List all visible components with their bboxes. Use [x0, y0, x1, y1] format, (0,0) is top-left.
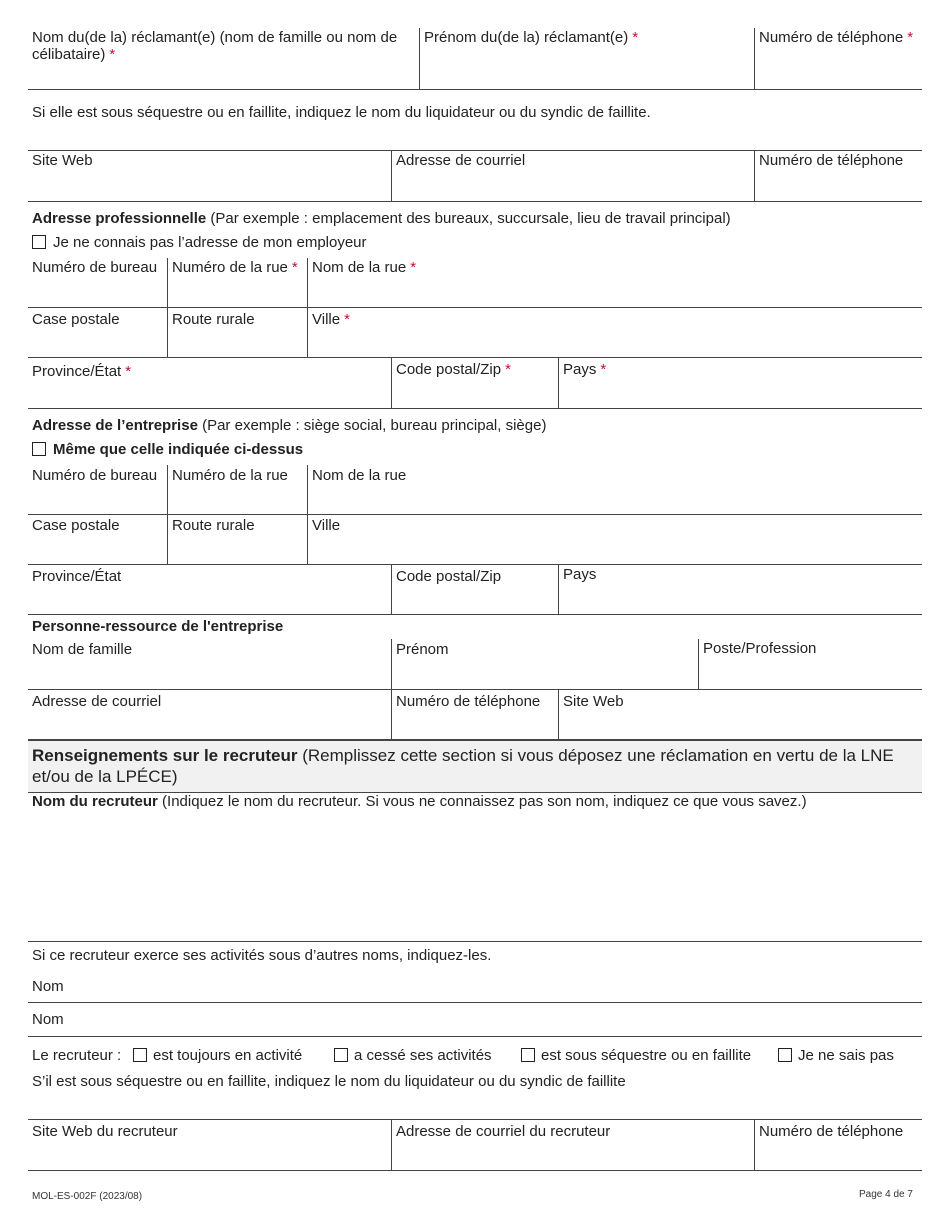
ba-city-label: Ville: [312, 311, 341, 328]
page-number: Page 4 de 7: [859, 1189, 913, 1200]
recruiter-name-title: Nom du recruteur: [32, 793, 158, 810]
divider: [391, 1119, 392, 1170]
claimant-first-name-field[interactable]: [424, 29, 638, 46]
email-field[interactable]: [396, 152, 525, 169]
email-label: Adresse de courriel: [396, 152, 526, 169]
recruiter-name-field[interactable]: [32, 793, 807, 810]
ca-street-name-field[interactable]: [312, 467, 406, 484]
divider: [28, 89, 922, 90]
recruiter-section-title-block: [32, 745, 912, 787]
required-mark: *: [344, 311, 350, 328]
contact-first-name-label: Prénom: [396, 641, 449, 658]
status-receivership-checkbox[interactable]: [521, 1048, 535, 1062]
contact-last-name-field[interactable]: [32, 641, 132, 658]
business-address-title: Adresse professionnelle: [32, 210, 207, 227]
ba-street-name-label: Nom de la rue: [312, 259, 407, 276]
phone-label: Numéro de téléphone: [759, 152, 904, 169]
divider: [167, 258, 168, 358]
ca-province-label: Province/État: [32, 568, 122, 585]
divider: [391, 357, 392, 408]
recruiter-phone-label: Numéro de téléphone: [759, 1123, 904, 1140]
divider: [307, 258, 308, 358]
recruiter-email-field[interactable]: [396, 1123, 610, 1140]
ca-country-field[interactable]: [563, 566, 596, 583]
required-mark: *: [109, 46, 116, 63]
other-name-1-label: Nom: [32, 978, 64, 995]
ca-po-box-label: Case postale: [32, 517, 120, 534]
ba-street-number-label: Numéro de la rue: [172, 259, 288, 276]
status-unknown-label: Je ne sais pas: [798, 1047, 894, 1064]
required-mark: *: [907, 29, 914, 46]
ca-rural-route-label: Route rurale: [172, 517, 255, 534]
required-mark: *: [632, 29, 639, 46]
other-name-1-field[interactable]: [32, 978, 64, 995]
contact-website-label: Site Web: [563, 693, 624, 710]
divider: [754, 1119, 755, 1170]
ba-province-field[interactable]: [32, 363, 131, 380]
required-mark: *: [600, 361, 607, 378]
divider: [558, 689, 559, 739]
website-field[interactable]: [32, 152, 93, 169]
receivership-note: Si elle est sous séquestre ou en faillite, indiquez le nom du liquidateur ou du syndic de faillite.: [32, 104, 651, 121]
status-ceased-label: a cessé ses activités: [354, 1047, 492, 1064]
ca-city-field[interactable]: [312, 517, 340, 534]
required-mark: *: [291, 259, 298, 276]
ca-po-box-field[interactable]: [32, 517, 120, 534]
divider: [28, 689, 922, 690]
business-address-note: (Par exemple : emplacement des bureaux, succursale, lieu de travail principal): [210, 210, 731, 227]
ba-suite-field[interactable]: [32, 259, 157, 276]
divider: [28, 1036, 922, 1037]
divider: [754, 150, 755, 201]
ba-street-number-field[interactable]: [172, 259, 298, 276]
company-contact-title: Personne-ressource de l'entreprise: [32, 618, 284, 635]
divider: [28, 1002, 922, 1003]
form-id: MOL-ES-002F (2023/08): [32, 1191, 143, 1202]
contact-phone-label: Numéro de téléphone: [396, 693, 541, 710]
divider: [391, 564, 392, 614]
ba-suite-label: Numéro de bureau: [32, 259, 158, 276]
recruiter-receivership-note: S’il est sous séquestre ou en faillite, indiquez le nom du liquidateur ou du syndic de faillite: [32, 1073, 626, 1090]
ca-street-number-label: Numéro de la rue: [172, 467, 288, 484]
same-address-text: Même que celle indiquée ci-dessus: [53, 441, 304, 458]
contact-first-name-field[interactable]: [396, 641, 449, 658]
status-active-label: est toujours en activité: [153, 1047, 303, 1064]
ca-province-field[interactable]: [32, 568, 121, 585]
unknown-employer-address-checkbox[interactable]: [32, 235, 46, 249]
divider: [28, 1119, 922, 1120]
divider: [558, 357, 559, 408]
ba-rural-route-label: Route rurale: [172, 311, 255, 328]
divider: [28, 941, 922, 942]
divider: [698, 639, 699, 689]
contact-position-field[interactable]: [703, 640, 816, 657]
status-receivership-label: est sous séquestre ou en faillite: [541, 1047, 752, 1064]
contact-position-label: Poste/Profession: [703, 640, 817, 657]
ca-country-label: Pays: [563, 566, 597, 583]
contact-last-name-label: Nom de famille: [32, 641, 133, 658]
recruiter-name-note: (Indiquez le nom du recruteur. Si vous ne connaissez pas son nom, indiquez ce que vous savez.): [162, 793, 807, 810]
ba-po-box-label: Case postale: [32, 311, 120, 328]
ca-postal-code-field[interactable]: [396, 568, 501, 585]
business-address-heading: [32, 210, 731, 227]
ba-postal-code-field[interactable]: [396, 361, 511, 378]
status-active-checkbox[interactable]: [133, 1048, 147, 1062]
divider: [28, 201, 922, 202]
recruiter-status-label: Le recruteur :: [32, 1047, 122, 1064]
claimant-phone-label: Numéro de téléphone: [759, 29, 904, 46]
claimant-first-name-label: Prénom du(de la) réclamant(e): [424, 29, 629, 46]
divider: [419, 28, 420, 89]
divider: [28, 408, 922, 409]
divider: [28, 614, 922, 615]
unknown-employer-address-label: Je ne connais pas l’adresse de mon employeur: [53, 234, 367, 251]
same-address-label: [53, 441, 303, 458]
ca-city-label: Ville: [312, 517, 341, 534]
other-names-note: Si ce recruteur exerce ses activités sous d’autres noms, indiquez-les.: [32, 947, 492, 964]
required-mark: *: [505, 361, 511, 378]
divider: [28, 564, 922, 565]
ba-postal-code-label: Code postal/Zip: [396, 361, 502, 378]
divider: [28, 357, 922, 358]
claimant-phone-field[interactable]: [759, 29, 913, 46]
divider: [391, 150, 392, 201]
website-label: Site Web: [32, 152, 93, 169]
recruiter-section-title: Renseignements sur le recruteur: [32, 746, 298, 765]
company-address-heading: [32, 417, 546, 434]
ba-rural-route-field[interactable]: [172, 311, 255, 328]
divider: [28, 1170, 922, 1171]
ca-postal-code-label: Code postal/Zip: [396, 568, 502, 585]
claimant-last-name-field[interactable]: [32, 29, 414, 63]
ca-street-number-field[interactable]: [172, 467, 288, 484]
ca-suite-field[interactable]: [32, 467, 157, 484]
ba-po-box-field[interactable]: [32, 311, 120, 328]
ba-country-label: Pays: [563, 361, 597, 378]
ca-suite-label: Numéro de bureau: [32, 467, 158, 484]
company-address-note: (Par exemple : siège social, bureau principal, siège): [202, 417, 547, 434]
contact-website-field[interactable]: [563, 693, 624, 710]
required-mark: *: [410, 259, 417, 276]
ba-city-field[interactable]: [312, 311, 350, 328]
recruiter-phone-field[interactable]: [759, 1123, 903, 1140]
contact-email-label: Adresse de courriel: [32, 693, 162, 710]
ca-rural-route-field[interactable]: [172, 517, 255, 534]
claimant-last-name-label: Nom du(de la) réclamant(e) (nom de famille ou nom de célibataire): [32, 29, 398, 63]
required-mark: *: [125, 363, 132, 380]
divider: [28, 150, 922, 151]
phone-field[interactable]: [759, 152, 903, 169]
company-contact-heading: [32, 618, 283, 635]
contact-phone-field[interactable]: [396, 693, 540, 710]
recruiter-section-header: [28, 739, 922, 793]
ba-province-label: Province/État: [32, 363, 122, 380]
recruiter-email-label: Adresse de courriel du recruteur: [396, 1123, 611, 1140]
other-name-2-field[interactable]: [32, 1011, 64, 1028]
divider: [28, 307, 922, 308]
status-unknown-checkbox[interactable]: [778, 1048, 792, 1062]
recruiter-website-label: Site Web du recruteur: [32, 1123, 178, 1140]
recruiter-website-field[interactable]: [32, 1123, 178, 1140]
ca-street-name-label: Nom de la rue: [312, 467, 407, 484]
company-address-title: Adresse de l’entreprise: [32, 417, 198, 434]
ba-country-field[interactable]: [563, 361, 606, 378]
same-address-checkbox[interactable]: [32, 442, 46, 456]
status-ceased-checkbox[interactable]: [334, 1048, 348, 1062]
ba-street-name-field[interactable]: [312, 259, 416, 276]
recruiter-section-note: (Remplissez cette section si vous déposez une réclamation en vertu de la LNE et/ou de la LPÉCE): [32, 746, 894, 786]
divider: [28, 514, 922, 515]
contact-email-field[interactable]: [32, 693, 161, 710]
other-name-2-label: Nom: [32, 1011, 64, 1028]
divider: [754, 28, 755, 89]
divider: [558, 564, 559, 614]
